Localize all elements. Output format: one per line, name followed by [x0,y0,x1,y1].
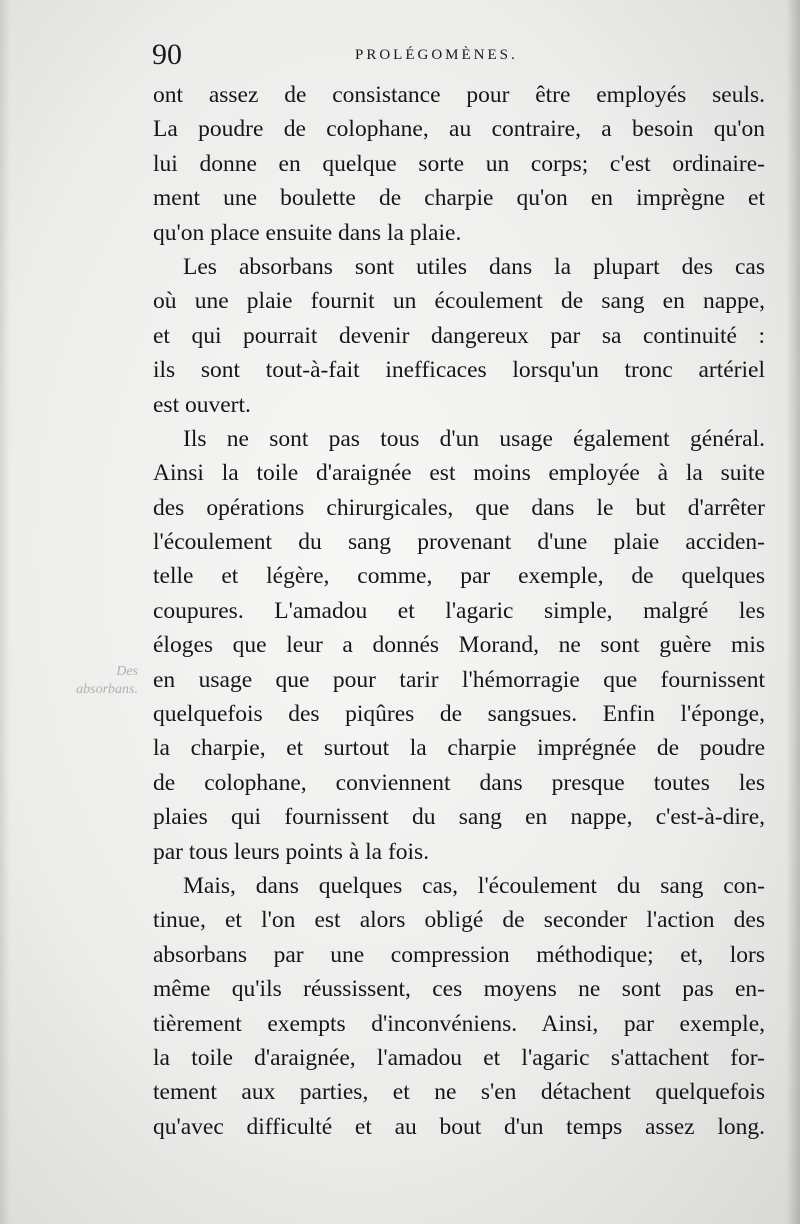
text-line: qu'avec difficulté et au bout d'un temps assez long. [153,1113,765,1140]
text-line: des opérations chirurgicales, que dans le but d'arrêter [153,494,765,521]
text-line: et qui pourrait devenir dangereux par sa continuité : [153,322,765,349]
text-line: ont assez de consistance pour être employés seuls. [153,82,765,108]
text-line: même qu'ils réussissent, ces moyens ne sont pas en- [153,976,765,1003]
text-line: où une plaie fournit un écoulement de sang en nappe, [153,288,765,315]
page-edge-shadow [786,0,800,1224]
text-line: tièrement exempts d'inconvéniens. Ainsi, par exemple, [153,1010,765,1037]
body-text [153,78,765,1144]
text-line: est ouvert. [153,391,251,418]
text-line: ils sont tout-à-fait inefficaces lorsqu'un tronc artériel [153,357,765,384]
page-number: 90 [152,38,182,71]
margin-note-line: absorbans. [76,682,138,697]
running-head: PROLÉGOMÈNES. [355,47,518,63]
text-line: coupures. L'amadou et l'agaric simple, malgré les [153,597,765,624]
text-line: la toile d'araignée, l'amadou et l'agaric s'attachent for- [153,1044,765,1071]
page-header [150,38,760,78]
text-line: qu'on place ensuite dans la plaie. [153,219,462,246]
text-line: de colophane, conviennent dans presque toutes les [153,769,765,796]
text-line: Ainsi la toile d'araignée est moins employée à la suite [153,460,765,487]
text-line: éloges que leur a donnés Morand, ne sont guère mis [153,632,765,659]
margin-note-line: Des [116,664,138,679]
text-line: la charpie, et surtout la charpie imprégnée de poudre [153,735,765,762]
text-line: ment une boulette de charpie qu'on en imprègne et [153,185,765,212]
text-line: La poudre de colophane, au contraire, a besoin qu'on [153,116,765,143]
text-line: en usage que pour tarir l'hémorragie que fournissent [153,666,765,693]
text-line: tinue, et l'on est alors obligé de seconder l'action des [153,907,765,934]
text-line: telle et légère, comme, par exemple, de quelques [153,563,765,590]
text-line: Les absorbans sont utiles dans la plupart des cas [183,253,765,280]
text-line: par tous leurs points à la fois. [153,838,430,865]
margin-note [28,663,138,699]
text-line: Ils ne sont pas tous d'un usage également général. [183,425,765,452]
text-line: absorbans par une compression méthodique; et, lors [153,941,765,968]
text-line: l'écoulement du sang provenant d'une plaie acciden- [153,529,765,556]
text-line: quelquefois des piqûres de sangsues. Enfin l'éponge, [153,701,765,728]
text-line: plaies qui fournissent du sang en nappe, c'est-à-dire, [153,804,765,831]
text-line: tement aux parties, et ne s'en détachent quelquefois [153,1079,765,1106]
text-line: Mais, dans quelques cas, l'écoulement du sang con- [183,872,765,899]
text-line: lui donne en quelque sorte un corps; c'est ordinaire- [153,150,765,177]
binding-shadow [0,0,10,1224]
